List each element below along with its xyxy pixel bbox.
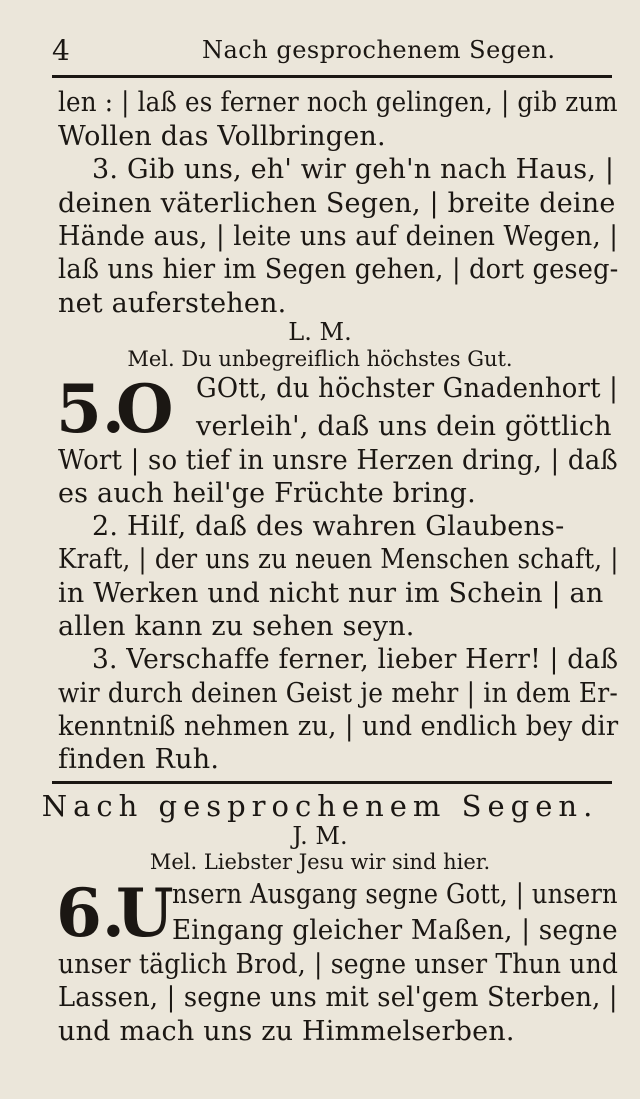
text-line: Kraft, | der uns zu neuen Menschen schaft, | — [58, 544, 619, 575]
verse-start-line: 2. Hilf, daß des wahren Glaubens- — [92, 511, 565, 542]
text-line: nsern Ausgang segne Gott, | unsern — [172, 879, 618, 910]
text-line: Wollen das Vollbringen. — [58, 121, 386, 152]
section-heading: Nach gesprochenem Segen. — [41, 789, 599, 823]
verse-start-line: 3. Gib uns, eh' wir geh'n nach Haus, | — [92, 154, 615, 185]
section-rule — [52, 781, 612, 784]
melody-reference: Mel. Liebster Jesu wir sind hier. — [149, 850, 491, 874]
running-header — [52, 34, 612, 67]
text-line: unser täglich Brod, | segne unser Thun und — [58, 949, 619, 980]
text-line: wir durch deinen Geist je mehr | in dem Er- — [58, 678, 619, 709]
author-attribution: J. M. — [292, 822, 348, 850]
text-line: und mach uns zu Himmelserben. — [58, 1016, 515, 1047]
drop-cap: O — [116, 370, 174, 448]
text-line: Lassen, | segne uns mit sel'gem Sterben, | — [58, 982, 618, 1013]
text-line: Wort | so tief in unsre Herzen dring, | daß — [58, 445, 618, 476]
text-line: allen kann zu sehen seyn. — [58, 611, 415, 642]
drop-cap: U — [116, 874, 174, 952]
author-attribution: L. M. — [288, 318, 352, 346]
text-line: net auferstehen. — [58, 288, 287, 319]
text-line: kenntniß nehmen zu, | und endlich bey dir — [58, 711, 619, 742]
hymn-number: 6. — [56, 874, 125, 952]
text-line: Hände aus, | leite uns auf deinen Wegen, | — [58, 221, 619, 252]
header-rule — [52, 75, 612, 78]
text-line: verleih', daß uns dein göttlich — [196, 411, 612, 442]
melody-reference: Mel. Du unbegreiflich höchstes Gut. — [127, 347, 513, 371]
text-line: laß uns hier im Segen gehen, | dort geseg- — [58, 254, 619, 285]
text-line: Eingang gleicher Maßen, | segne — [172, 915, 618, 946]
text-line: deinen väterlichen Segen, | breite deine — [58, 188, 616, 219]
text-line: finden Ruh. — [58, 744, 220, 775]
running-title: Nach gesprochenem Segen. — [202, 36, 556, 64]
text-line: es auch heil'ge Früchte bring. — [58, 478, 476, 509]
hymn-number: 5. — [56, 370, 125, 448]
text-line: len : | laß es ferner noch gelingen, | gib zum — [58, 87, 618, 118]
page-number: 4 — [52, 34, 70, 67]
verse-start-line: 3. Verschaffe ferner, lieber Herr! | daß — [92, 644, 619, 675]
text-line: in Werken und nicht nur im Schein | an — [58, 578, 604, 609]
text-line: GOtt, du höchster Gnadenhort | — [196, 373, 618, 404]
